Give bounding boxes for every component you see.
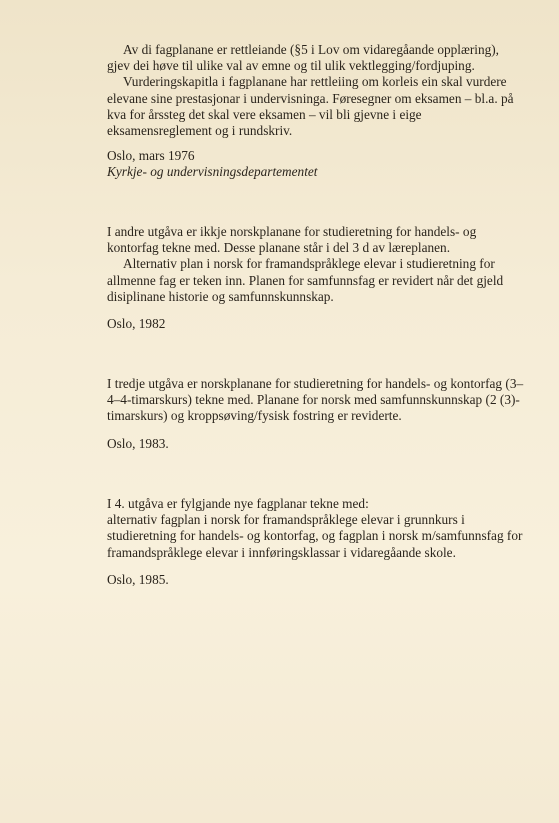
section-1976	[107, 42, 525, 139]
signature-1982	[107, 316, 525, 332]
paragraph-assessment: Vurderingskapitla i fagplanane har rettleiing om korleis ein skal vurdere elevane sine prestasjonar i undervisninga. Føresegner om eksamen – bl.a. på kva for årssteg det skal vere eksamen – vil bli gjevne i eige eksamensreglement og i rundskriv.	[107, 74, 514, 139]
signature-1983	[107, 436, 525, 452]
paragraph-alternative-plan: Alternativ plan i norsk for framandspråklege elevar i studieretning for allmenne fag er teken inn. Planen for samfunnsfag er revidert når det gjeld disiplinane historie og samfunnskunnskap.	[107, 256, 504, 304]
paragraph-third-edition: I tredje utgåva er norskplanane for studieretning for handels- og kontorfag (3–4–4-timarskurs) tekne med. Planane for norsk med samfunnskunnskap (2 (3)-timarskurs) og kroppsøving/fysisk fostring er reviderte.	[107, 376, 524, 424]
place-date-1985: Oslo, 1985.	[107, 572, 169, 587]
section-1983	[107, 376, 525, 425]
department-name: Kyrkje- og undervisningsdepartementet	[107, 164, 318, 180]
place-date-1982: Oslo, 1982	[107, 316, 166, 331]
signature-1985	[107, 572, 525, 588]
paragraph-new-plans: alternativ fagplan i norsk for framandspråklege elevar i grunnkurs i studieretning for handels- og kontorfag, og fagplan i norsk m/samfunnsfag for framandspråklege elevar i innføringsklassar i vidaregåande skole.	[107, 512, 523, 560]
section-1982	[107, 224, 525, 305]
place-date-1976: Oslo, mars 1976	[107, 148, 195, 163]
paragraph-guidance: Av di fagplanane er rettleiande (§5 i Lov om vidaregåande opplæring), gjev dei høve til ulike val av emne og til ulik vektlegging/fordjuping.	[107, 42, 499, 74]
paragraph-fourth-edition: I 4. utgåva er fylgjande nye fagplanar tekne med:	[107, 496, 369, 511]
paragraph-second-edition: I andre utgåva er ikkje norskplanane for studieretning for handels- og kontorfag tekne med. Desse planane står i del 3 d av læreplanen.	[107, 224, 477, 256]
section-1985	[107, 496, 525, 561]
signature-1976	[107, 148, 525, 180]
place-date-1983: Oslo, 1983.	[107, 436, 169, 451]
